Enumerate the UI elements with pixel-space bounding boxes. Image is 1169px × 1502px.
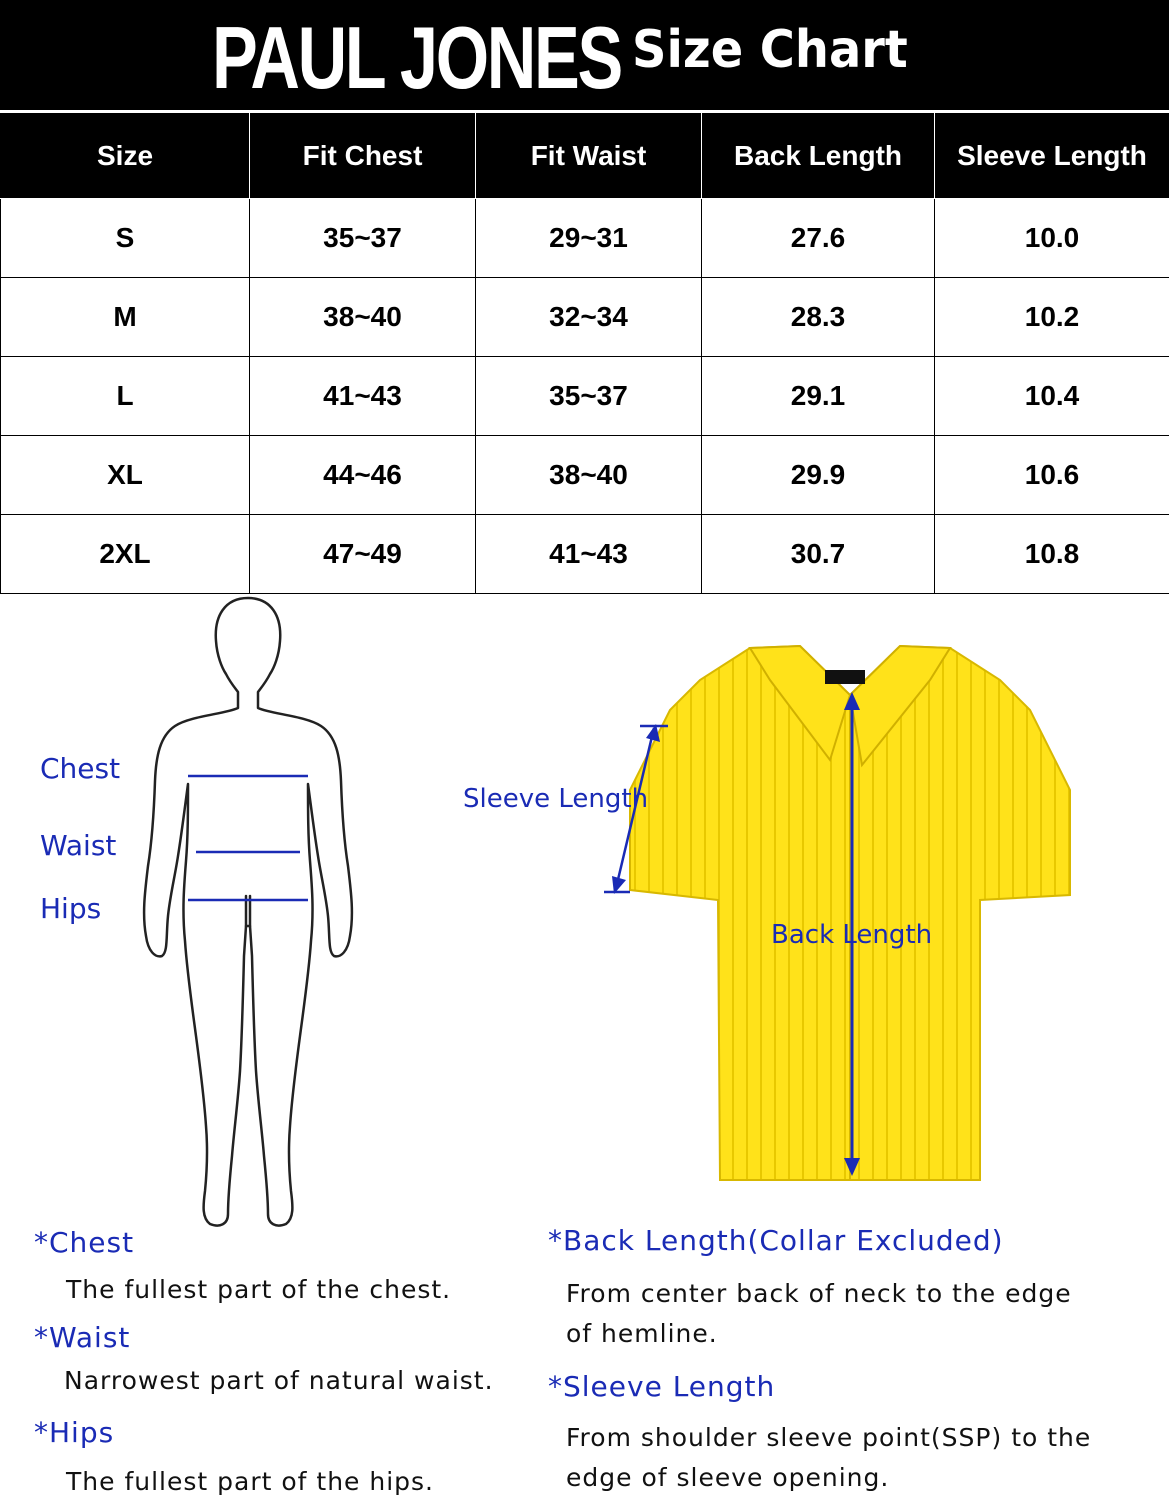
table-cell: M — [1, 278, 250, 357]
table-cell: 47~49 — [250, 515, 476, 594]
sleeve-length-note-text: From shoulder sleeve point(SSP) to the — [566, 1418, 1091, 1458]
hips-note-title: *Hips — [34, 1416, 114, 1449]
table-header-row — [1, 113, 1169, 199]
column-header: Fit Waist — [476, 113, 702, 199]
waist-note-text: Narrowest part of natural waist. — [64, 1361, 494, 1401]
sleeve-length-note-title: *Sleeve Length — [548, 1370, 775, 1403]
column-header: Back Length — [702, 113, 935, 199]
table-row — [1, 436, 1169, 515]
table-cell: 10.6 — [935, 436, 1169, 515]
hips-note-text: The fullest part of the hips. — [66, 1462, 434, 1502]
hips-label: Hips — [40, 892, 101, 925]
table-cell: 10.4 — [935, 357, 1169, 436]
column-header: Fit Chest — [250, 113, 476, 199]
table-cell: 28.3 — [702, 278, 935, 357]
table-row — [1, 199, 1169, 278]
column-header: Sleeve Length — [935, 113, 1169, 199]
table-cell: 29.1 — [702, 357, 935, 436]
chest-label: Chest — [40, 752, 120, 785]
column-header: Size — [1, 113, 250, 199]
table-cell: 38~40 — [476, 436, 702, 515]
table-cell: 10.2 — [935, 278, 1169, 357]
table-cell: S — [1, 199, 250, 278]
table-cell: 29.9 — [702, 436, 935, 515]
chest-note-text: The fullest part of the chest. — [66, 1270, 451, 1310]
table-cell: L — [1, 357, 250, 436]
table-cell: 2XL — [1, 515, 250, 594]
table-cell: 10.0 — [935, 199, 1169, 278]
table-cell: 30.7 — [702, 515, 935, 594]
table-row — [1, 357, 1169, 436]
sleeve-length-note-text: edge of sleeve opening. — [566, 1458, 889, 1498]
header-bar — [0, 0, 1169, 110]
body-figure — [130, 596, 370, 1236]
table-cell: 35~37 — [476, 357, 702, 436]
table-cell: 41~43 — [250, 357, 476, 436]
table-row — [1, 515, 1169, 594]
brand-title: PAUL JONES — [212, 8, 621, 108]
waist-label: Waist — [40, 829, 116, 862]
back-length-note-title: *Back Length(Collar Excluded) — [548, 1224, 1004, 1257]
chart-subtitle: Size Chart — [632, 14, 908, 86]
back-length-note-text: of hemline. — [566, 1314, 718, 1354]
table-cell: 44~46 — [250, 436, 476, 515]
table-cell: 41~43 — [476, 515, 702, 594]
chest-note-title: *Chest — [34, 1226, 134, 1259]
table-cell: 38~40 — [250, 278, 476, 357]
size-table — [0, 112, 1169, 594]
table-cell: 32~34 — [476, 278, 702, 357]
table-cell: 10.8 — [935, 515, 1169, 594]
table-cell: 27.6 — [702, 199, 935, 278]
table-cell: 35~37 — [250, 199, 476, 278]
table-row — [1, 278, 1169, 357]
table-cell: XL — [1, 436, 250, 515]
waist-note-title: *Waist — [34, 1321, 130, 1354]
back-length-label: Back Length — [771, 920, 932, 950]
back-length-note-text: From center back of neck to the edge — [566, 1274, 1072, 1314]
sleeve-length-label: Sleeve Length — [463, 784, 648, 814]
table-cell: 29~31 — [476, 199, 702, 278]
